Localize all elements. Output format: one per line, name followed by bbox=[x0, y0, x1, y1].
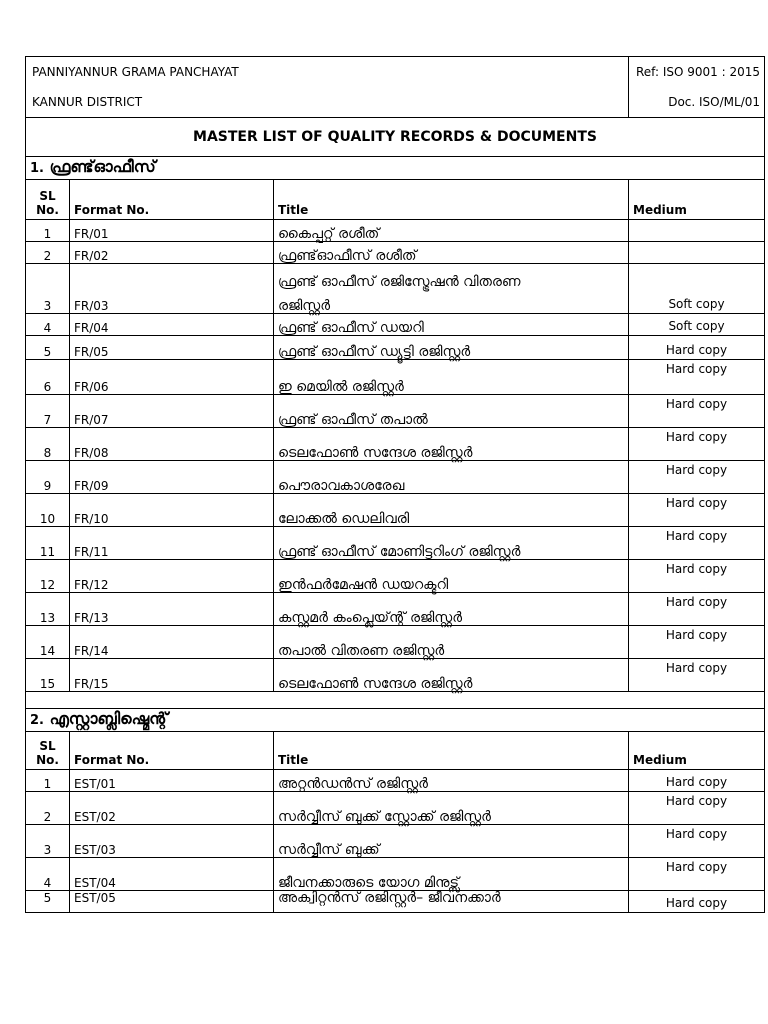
table-row: 8 FR/08 ടെലഫോൺ സന്ദേശ രജിസ്റ്റർ Hard copy bbox=[26, 428, 765, 461]
table-row: 3 FR/03 ഫ്രണ്ട് ഓഫീസ് രജിസ്ട്രേഷൻ വിതരണ രജിസ്റ്റർ Soft copy bbox=[26, 264, 765, 314]
section-name: ഫ്രണ്ട്ഓഫീസ് bbox=[49, 157, 156, 176]
table-row: 9 FR/09 പൌരാവകാശരേഖ Hard copy bbox=[26, 461, 765, 494]
section-2-heading bbox=[26, 709, 765, 732]
col-title: Title bbox=[274, 180, 629, 220]
header-row-1 bbox=[26, 57, 765, 88]
col-sl-line1: SL bbox=[39, 739, 56, 753]
table-row: 4 FR/04 ഫ്രണ്ട് ഓഫീസ് ഡയറി Soft copy bbox=[26, 314, 765, 336]
column-header-row bbox=[26, 180, 765, 220]
column-header-row bbox=[26, 732, 765, 770]
doc-code: Doc. ISO/ML/01 bbox=[629, 87, 765, 118]
ref-code: Ref: ISO 9001 : 2015 bbox=[629, 57, 765, 88]
table-row: 1 FR/01 കൈപ്പറ്റ് രശീത് bbox=[26, 220, 765, 242]
table-row: 5 EST/05 അക്വിറ്റൻസ് രജിസ്റ്റർ– ജീവനക്കാർ Hard copy bbox=[26, 891, 765, 913]
section-1-heading bbox=[26, 157, 765, 180]
title-row bbox=[26, 118, 765, 157]
col-medium: Medium bbox=[629, 180, 765, 220]
col-sl-line2: No. bbox=[36, 753, 59, 767]
table-row: 3 EST/03 സർവ്വീസ് ബുക്ക് Hard copy bbox=[26, 825, 765, 858]
document-title: MASTER LIST OF QUALITY RECORDS & DOCUMENTS bbox=[26, 118, 765, 157]
col-sl-line1: SL bbox=[39, 189, 56, 203]
spacer-row bbox=[26, 692, 765, 709]
header-row-2 bbox=[26, 87, 765, 118]
col-sl-line2: No. bbox=[36, 203, 59, 217]
table-row: 14 FR/14 തപാൽ വിതരണ രജിസ്റ്റർ Hard copy bbox=[26, 626, 765, 659]
col-title: Title bbox=[274, 732, 629, 770]
section-number: 2. bbox=[30, 713, 44, 728]
table-row: 2 EST/02 സർവ്വീസ് ബുക്ക് സ്റ്റോക്ക് രജിസ്റ്റർ Hard copy bbox=[26, 792, 765, 825]
document-sheet bbox=[25, 56, 764, 913]
table-row: 6 FR/06 ഇ മെയിൽ രജിസ്റ്റർ Hard copy bbox=[26, 360, 765, 395]
table-row: 11 FR/11 ഫ്രണ്ട് ഓഫീസ് മോണിട്ടറിംഗ് രജിസ്റ്റർ Hard copy bbox=[26, 527, 765, 560]
table-row: 7 FR/07 ഫ്രണ്ട് ഓഫീസ് തപാൽ Hard copy bbox=[26, 395, 765, 428]
org-name: PANNIYANNUR GRAMA PANCHAYAT bbox=[26, 57, 629, 88]
section-number: 1. bbox=[30, 161, 44, 176]
district-name: KANNUR DISTRICT bbox=[26, 87, 629, 118]
table-row: 2 FR/02 ഫ്രണ്ട്ഓഫീസ് രശീത് bbox=[26, 242, 765, 264]
section-name: എസ്റ്റാബ്ലിഷ്മെന്റ് bbox=[49, 709, 168, 728]
table-row: 1 EST/01 അറ്റൻഡൻസ് രജിസ്റ്റർ Hard copy bbox=[26, 770, 765, 792]
table-row: 5 FR/05 ഫ്രണ്ട് ഓഫീസ് ഡ്യൂട്ടി രജിസ്റ്റർ Hard copy bbox=[26, 336, 765, 360]
table-row: 10 FR/10 ലോക്കൽ ഡെലിവരി Hard copy bbox=[26, 494, 765, 527]
table-row: 12 FR/12 ഇൻഫർമേഷൻ ഡയറക്ടറി Hard copy bbox=[26, 560, 765, 593]
col-format: Format No. bbox=[70, 180, 274, 220]
table-row: 4 EST/04 ജീവനക്കാരുടെ യോഗ മിനുട്സ് Hard copy bbox=[26, 858, 765, 891]
col-format: Format No. bbox=[70, 732, 274, 770]
master-list-table bbox=[25, 56, 765, 913]
table-row: 13 FR/13 കസ്റ്റമർ കംപ്ലെയ്ന്റ് രജിസ്റ്റർ Hard copy bbox=[26, 593, 765, 626]
col-medium: Medium bbox=[629, 732, 765, 770]
table-row: 15 FR/15 ടെലഫോൺ സന്ദേശ രജിസ്റ്റർ Hard copy bbox=[26, 659, 765, 692]
